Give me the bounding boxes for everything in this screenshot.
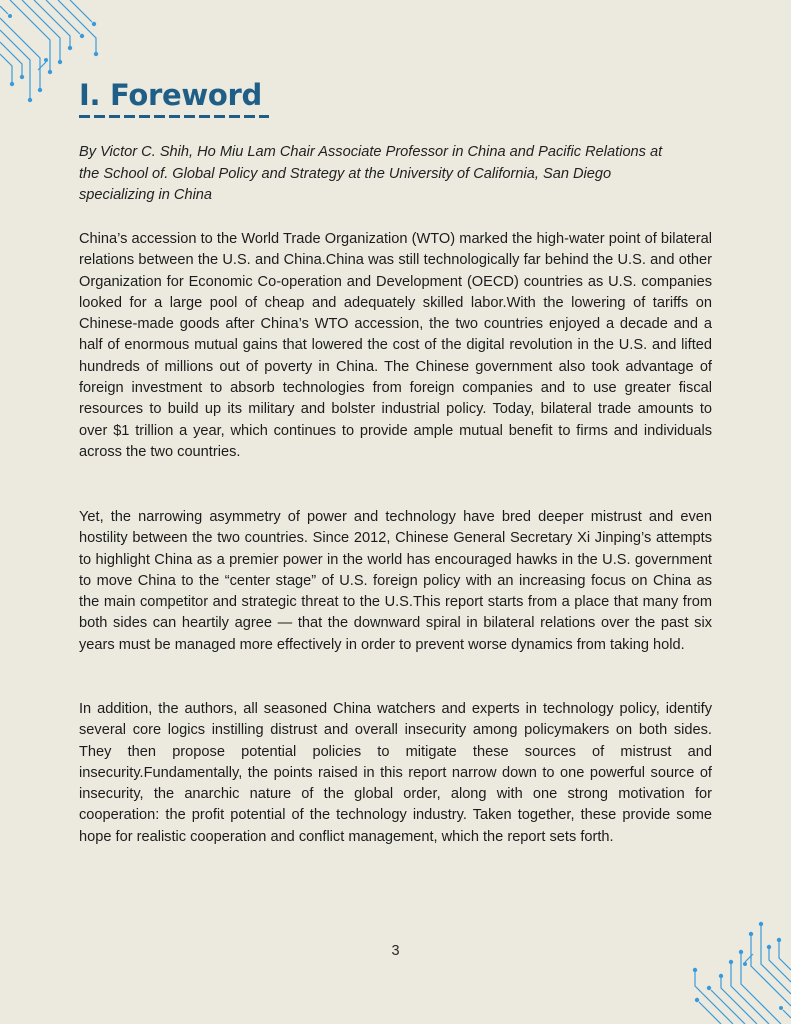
body-paragraph-1: China’s accession to the World Trade Organization (WTO) marked the high-water point of bilateral relations between the U.S. and China.China was still technologically far behind the U.S. and other Organization for Economic Co-operation and Development (OECD) countries as U.S. companies looked for a large pool of cheap and adequately skilled labor.With the lowering of tariffs on Chinese-made goods after China’s WTO accession, the two countries enjoyed a decade and a half of enormous mutual gains that lowered the cost of the digital revolution in the U.S. and lifted hundreds of millions out of poverty in China. The Chinese government also took advantage of foreign investment to absorb technologies from foreign companies and to use greater fiscal resources to build up its military and bolster industrial policy. Today, bilateral trade amounts to over $1 trillion a year, which continues to provide ample mutual benefit to firms and individuals across the two countries.	[79, 231, 712, 460]
circuit-decoration-bottom-right-icon	[681, 914, 791, 1024]
section-title: I. Foreword	[79, 78, 262, 112]
author-byline: By Victor C. Shih, Ho Miu Lam Chair Associate Professor in China and Pacific Relations at the School of. Global Policy and Strategy at the University of California, San Diego specializing in China	[79, 144, 663, 203]
body-paragraph-2: Yet, the narrowing asymmetry of power and technology have bred deeper mistrust and even hostility between the two countries. Since 2012, Chinese General Secretary Xi Jinping’s attempts to highlight China as a premier power in the world has encouraged hawks in the U.S. government to move China to the “center stage” of U.S. foreign policy with an increasing focus on China as the main competitor and strategic threat to the U.S.This report starts from a place that many from both sides can heartily agree — that the downward spiral in bilateral relations over the past six years must be managed more effectively in order to prevent worse dynamics from taking hold.	[79, 509, 712, 653]
body-paragraph-3: In addition, the authors, all seasoned China watchers and experts in technology policy, identify several core logics instilling distrust and overall insecurity among policymakers on both sides. They then propose potential policies to mitigate these sources of mistrust and insecurity.Fundamentally, the points raised in this report narrow down to one powerful source of insecurity, the anarchic nature of the global order, along with one strong motivation for cooperation: the profit potential of the technology industry. Taken together, these provide some hope for realistic cooperation and conflict management, which the report sets forth.	[79, 701, 712, 845]
page-number: 3	[391, 943, 400, 959]
title-dashed-underline	[79, 115, 269, 118]
